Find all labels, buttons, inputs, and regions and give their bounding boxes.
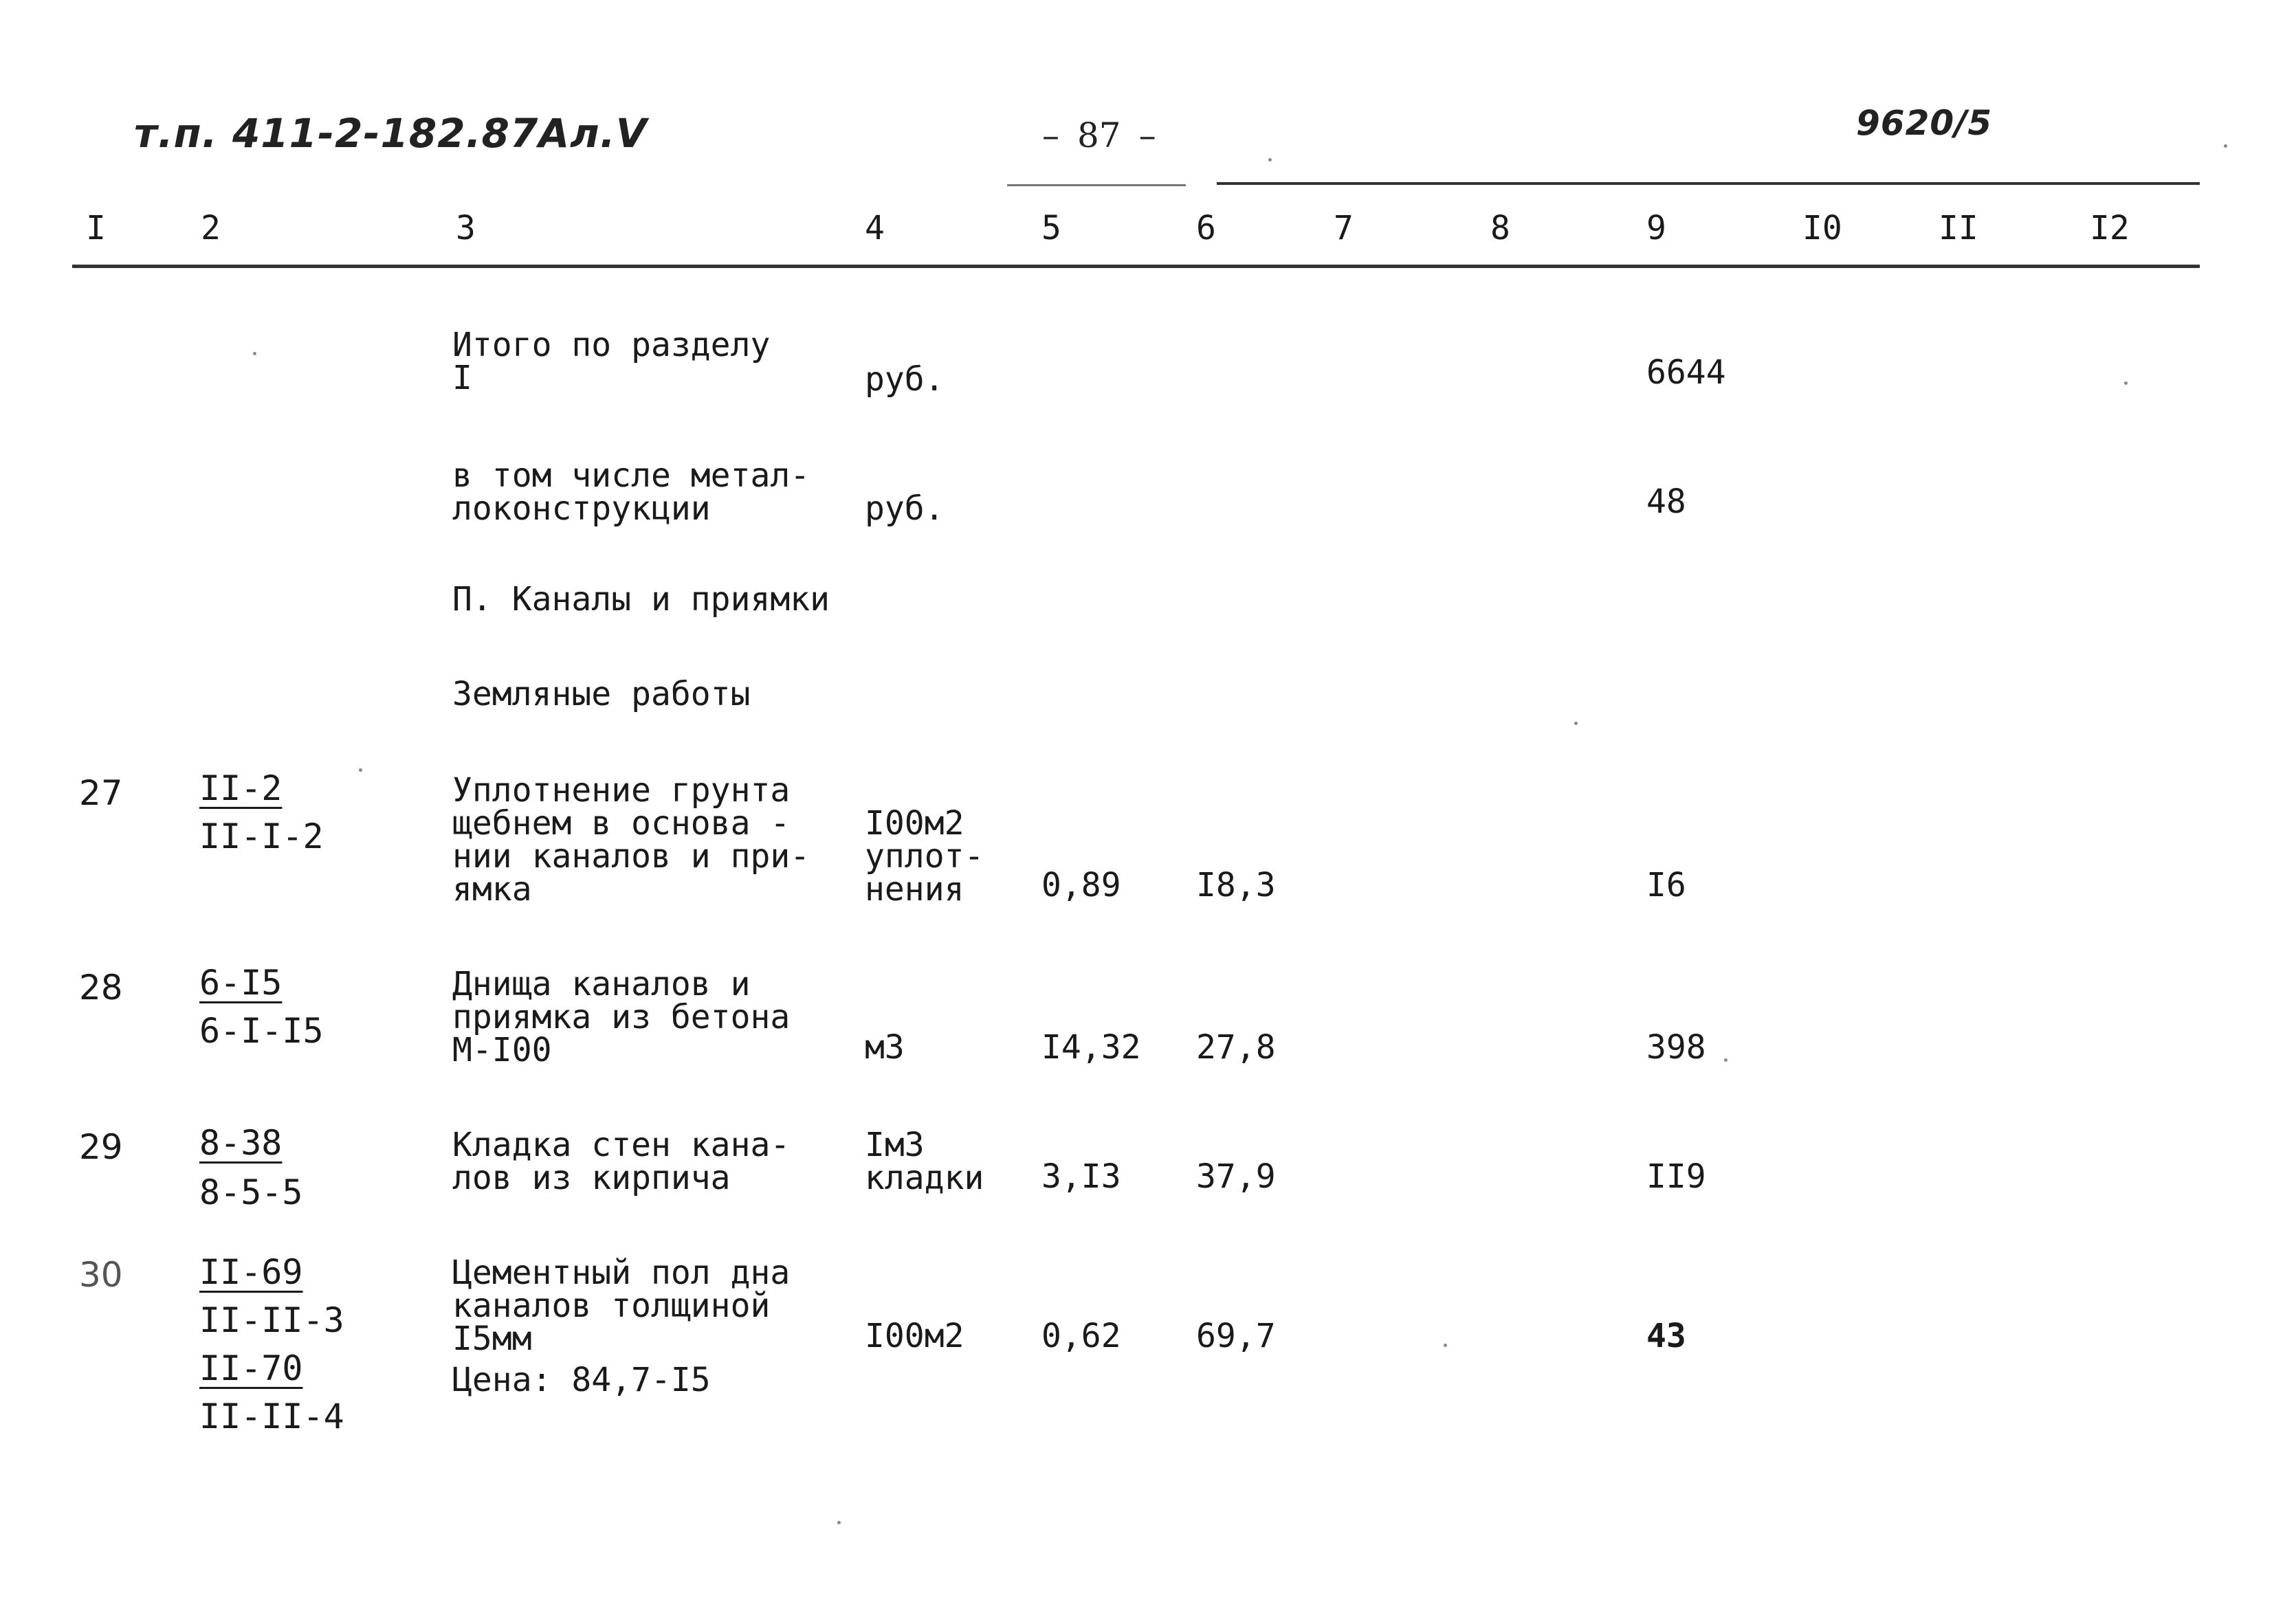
scan-speck — [1268, 158, 1272, 162]
column-header-9: 9 — [1646, 209, 1666, 247]
row-30-desc: Цементный пол дна каналов толщиной I5мм — [452, 1254, 791, 1358]
column-header-rule — [72, 265, 2200, 268]
row-27-col9: I6 — [1646, 866, 1686, 904]
row-30-number: 30 — [79, 1255, 123, 1295]
row-27-unit: I00м2 уплот- нения — [865, 804, 984, 909]
scan-speck — [2224, 144, 2227, 148]
scan-speck — [1724, 1058, 1727, 1062]
row-28-col5: I4,32 — [1041, 1028, 1141, 1067]
row-30-price: Цена: 84,7-I5 — [452, 1361, 711, 1399]
row-29-unit: Iм3 кладки — [865, 1126, 984, 1197]
scan-speck — [359, 768, 362, 772]
row-29-desc: Кладка стен кана- лов из кирпича — [452, 1126, 791, 1197]
summary-metal-desc: в том числе метал- локонструкции — [452, 456, 810, 528]
summary-metal-value: 48 — [1646, 482, 1686, 521]
column-header-3: 3 — [456, 209, 476, 247]
row-28-number: 28 — [79, 968, 123, 1008]
row-28-code-top-text: 6-I5 — [199, 963, 283, 1003]
row-27-col5: 0,89 — [1041, 866, 1121, 904]
scan-speck — [2124, 381, 2128, 385]
subsection-heading: Земляные работы — [452, 675, 751, 713]
row-30-col9: 43 — [1646, 1317, 1686, 1355]
column-header-10: I0 — [1802, 209, 1842, 247]
row-27-code-top-text: II-2 — [199, 768, 283, 808]
row-27-number: 27 — [79, 773, 123, 813]
row-30-code-bottom-2: II-II-4 — [199, 1397, 344, 1436]
row-30-code-top-2-text: II-70 — [199, 1348, 303, 1388]
section-heading: П. Каналы и приямки — [452, 580, 830, 619]
row-28-desc: Днища каналов и приямка из бетона М-I00 — [452, 965, 791, 1069]
column-header-6: 6 — [1196, 209, 1216, 247]
row-27-desc: Уплотнение грунта щебнем в основа - нии каналов и при- ямка — [452, 771, 810, 909]
summary-metal-unit: руб. — [865, 489, 945, 528]
row-27-col6: I8,3 — [1196, 866, 1276, 904]
document-id: 9620/5 — [1856, 103, 1993, 143]
row-30-code-top-text: II-69 — [199, 1252, 303, 1292]
row-29-col5: 3,I3 — [1041, 1157, 1121, 1196]
document-code: т.п. 411-2-182.87Ал.V — [134, 110, 648, 157]
header-rule-middle — [1007, 184, 1186, 186]
scan-speck — [253, 352, 256, 355]
row-29-col9: II9 — [1646, 1157, 1706, 1196]
row-27-code-top — [199, 768, 283, 808]
column-header-12: I2 — [2090, 209, 2130, 247]
scan-speck — [837, 1521, 841, 1524]
column-header-1: I — [86, 209, 106, 247]
row-29-col6: 37,9 — [1196, 1157, 1276, 1196]
row-29-code-bottom: 8-5-5 — [199, 1172, 303, 1212]
row-30-col6: 69,7 — [1196, 1317, 1276, 1355]
row-30-code-top — [199, 1252, 303, 1292]
column-header-5: 5 — [1041, 209, 1061, 247]
row-29-code-top — [199, 1123, 283, 1163]
row-30-col5: 0,62 — [1041, 1317, 1121, 1355]
row-29-code-top-text: 8-38 — [199, 1123, 283, 1163]
row-28-col6: 27,8 — [1196, 1028, 1276, 1067]
summary-total-desc: Итого по разделу I — [452, 326, 771, 397]
row-28-code-bottom: 6-I-I5 — [199, 1011, 324, 1051]
scan-speck — [1444, 1344, 1447, 1347]
page-dash-left: – — [1042, 115, 1059, 155]
row-30-unit: I00м2 — [865, 1317, 964, 1355]
row-27-code-bottom: II-I-2 — [199, 816, 324, 856]
summary-total-unit: руб. — [865, 360, 945, 399]
column-header-11: II — [1939, 209, 1978, 247]
column-header-4: 4 — [865, 209, 885, 247]
scan-speck — [1574, 722, 1578, 725]
summary-total-value: 6644 — [1646, 353, 1726, 392]
row-30-code-bottom: II-II-3 — [199, 1300, 344, 1340]
header-rule-right — [1217, 182, 2200, 185]
column-header-2: 2 — [201, 209, 221, 247]
page-dash-right: – — [1138, 115, 1156, 155]
row-28-code-top — [199, 963, 283, 1003]
page-number-value: 87 — [1077, 115, 1121, 155]
column-header-7: 7 — [1334, 209, 1354, 247]
row-30-code-top-2 — [199, 1348, 303, 1388]
column-header-8: 8 — [1490, 209, 1510, 247]
row-28-col9: 398 — [1646, 1028, 1706, 1067]
row-28-unit: м3 — [865, 1028, 905, 1067]
row-29-number: 29 — [79, 1127, 123, 1167]
page-number — [1024, 115, 1174, 155]
